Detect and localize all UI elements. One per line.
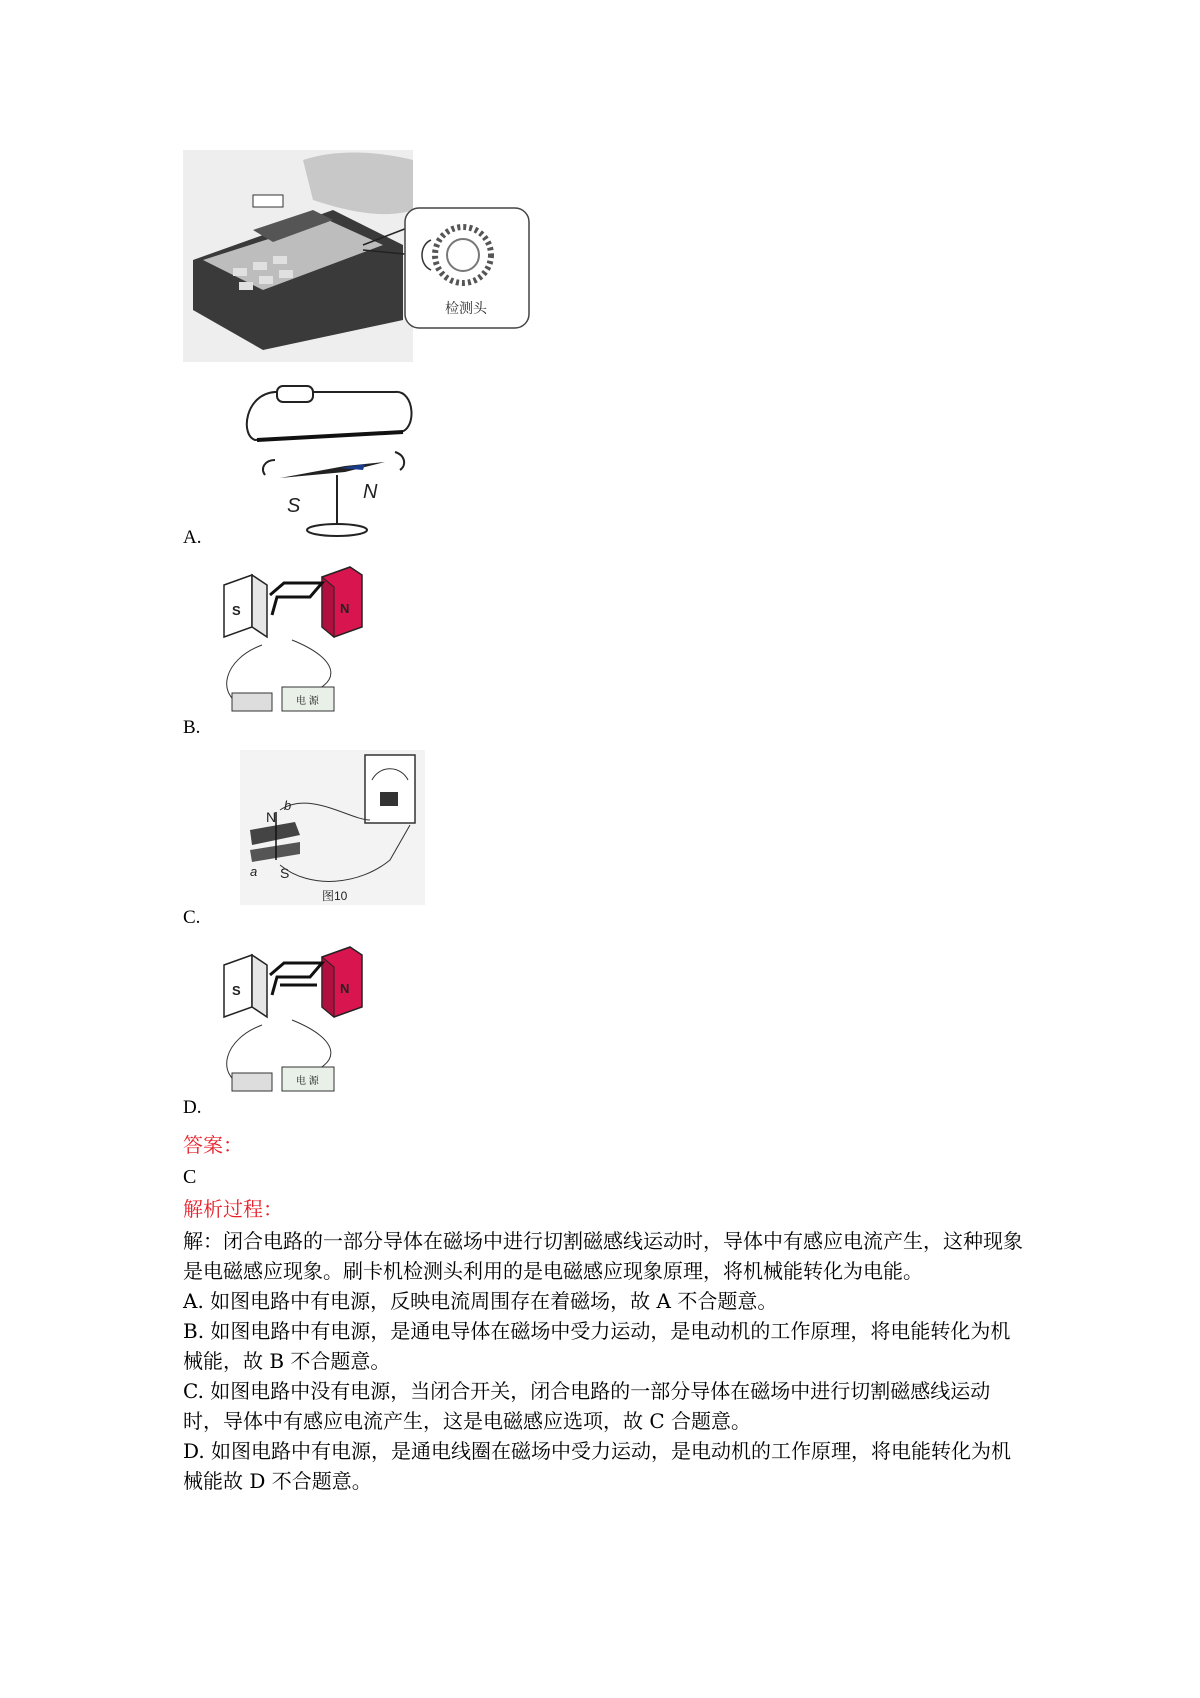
wire-b-label: b [284, 798, 292, 813]
detection-head-label: 检测头 [445, 300, 487, 316]
analysis-paragraph-b: B. 如图电路中有电源，是通电导体在磁场中受力运动，是电动机的工作原理，将电能转化为机械能，故 B 不合题意。 [183, 1319, 1011, 1373]
battery-label: 电 源 [296, 1076, 319, 1087]
option-c-label: C. [183, 907, 201, 928]
figure-d [222, 945, 402, 1105]
card-reader-figure [183, 150, 535, 362]
figure-c [240, 750, 425, 905]
figure-caption: 图10 [322, 889, 348, 903]
analysis-paragraph-d: D. 如图电路中有电源，是通电线圈在磁场中受力运动，是电动机的工作原理，将电能转化为机械能故 D 不合题意。 [183, 1439, 1012, 1493]
battery-label: 电 源 [296, 696, 319, 707]
magnet-s-label: S [280, 865, 290, 881]
pole-s-label: S [287, 495, 301, 517]
answer-heading: 答案： [183, 1133, 243, 1157]
analysis-paragraph-c: C. 如图电路中没有电源，当闭合开关，闭合电路的一部分导体在磁场中进行切割磁感线运动时，导体中有感应电流产生，这是电磁感应选项，故 C 合题意。 [183, 1379, 991, 1433]
analysis-heading: 解析过程： [183, 1197, 283, 1221]
figure-a [235, 380, 425, 540]
magnet-s-label: S [232, 603, 241, 618]
magnet-n-label: N [340, 981, 350, 996]
option-b-label: B. [183, 717, 201, 738]
analysis-body [183, 1226, 1023, 1496]
wire-a-label: a [250, 864, 258, 879]
option-d-label: D. [183, 1097, 202, 1118]
magnet-s-label: S [232, 983, 241, 998]
magnet-n-label: N [266, 809, 277, 825]
answer-value: C [183, 1166, 197, 1188]
analysis-paragraph-a: A. 如图电路中有电源，反映电流周围存在着磁场，故 A 不合题意。 [183, 1289, 778, 1313]
figure-b [222, 565, 402, 725]
magnet-n-label: N [340, 601, 350, 616]
pole-n-label: N [363, 481, 378, 503]
analysis-paragraph: 解：闭合电路的一部分导体在磁场中进行切割磁感线运动时，导体中有感应电流产生，这种现象是电磁感应现象。刷卡机检测头利用的是电磁感应现象原理，将机械能转化为电能。 [183, 1229, 1023, 1283]
option-a-label: A. [183, 527, 202, 548]
